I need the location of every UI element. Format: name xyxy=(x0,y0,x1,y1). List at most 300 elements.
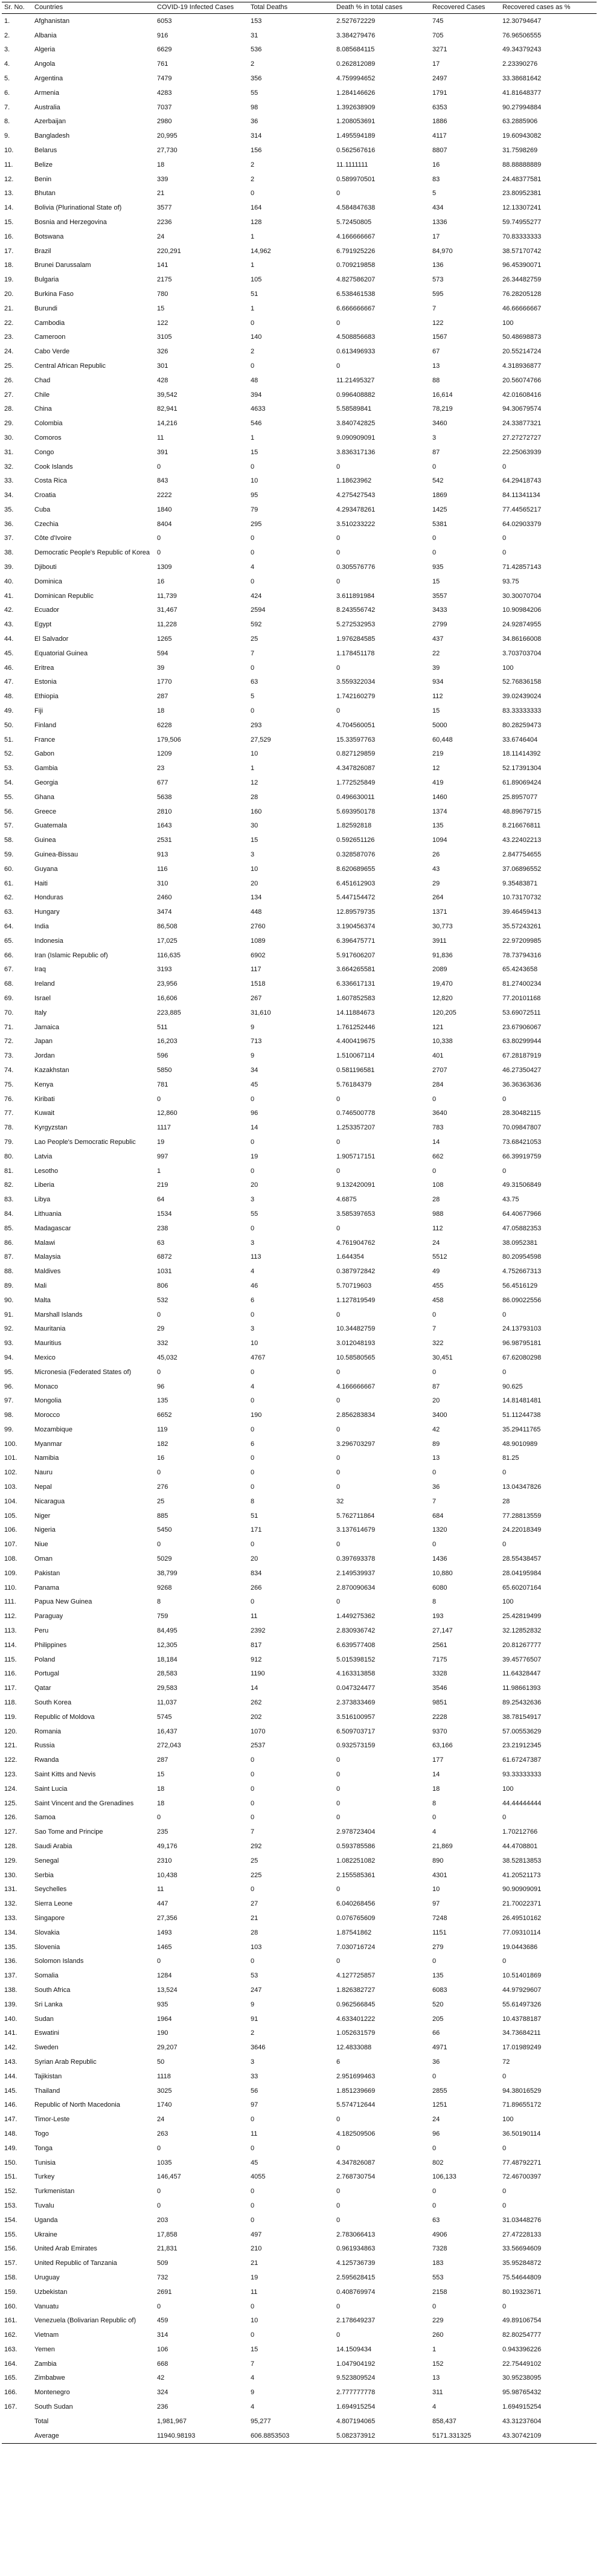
cell-total-deaths: 2 xyxy=(251,161,255,169)
cell-country: Saudi Arabia xyxy=(34,1843,72,1850)
cell-total-deaths: 153 xyxy=(251,17,262,25)
cell-total-deaths: 98 xyxy=(251,103,258,111)
cell-total-deaths: 21 xyxy=(251,2260,258,2267)
cell-recovered-percent: 51.11244738 xyxy=(502,1412,541,1419)
header-infected-cases: COVID-19 Infected Cases xyxy=(155,2,248,14)
cell-total-deaths: 10 xyxy=(251,2317,258,2325)
cell-infected-cases: 272,043 xyxy=(157,1742,181,1750)
cell-sr-no: 127. xyxy=(4,1828,18,1836)
cell-recovered-percent: 50.48698873 xyxy=(502,333,542,341)
cell-death-percent: 5.76184379 xyxy=(336,1081,372,1088)
cell-sr-no: 139. xyxy=(4,2000,18,2008)
cell-country: Republic of North Macedonia xyxy=(34,2101,120,2109)
cell-country: Senegal xyxy=(34,1857,59,1865)
table-row xyxy=(2,2256,597,2270)
cell-total-deaths: 4767 xyxy=(251,1354,266,1361)
table-row xyxy=(2,1494,597,1509)
cell-death-percent: 4.759994652 xyxy=(336,74,376,82)
cell-sr-no: 61. xyxy=(4,879,14,887)
table-row xyxy=(2,747,597,762)
cell-recovered-cases: 260 xyxy=(432,2331,444,2339)
cell-recovered-percent: 19.0443686 xyxy=(502,1943,538,1951)
cell-sr-no: 71. xyxy=(4,1023,14,1031)
cell-recovered-percent: 95.98765432 xyxy=(502,2389,542,2397)
cell-infected-cases: 326 xyxy=(157,348,168,356)
cell-country: Maldives xyxy=(34,1268,61,1276)
cell-recovered-cases: 5381 xyxy=(432,520,447,528)
cell-death-percent: 2.777777778 xyxy=(336,2389,376,2397)
cell-infected-cases: 18 xyxy=(157,1799,165,1807)
cell-recovered-cases: 2561 xyxy=(432,1641,447,1649)
cell-infected-cases: 1,981,967 xyxy=(157,2417,187,2425)
cell-death-percent: 0 xyxy=(336,577,341,585)
cell-recovered-cases: 8 xyxy=(432,1598,437,1606)
cell-country: Mozambique xyxy=(34,1425,72,1433)
cell-recovered-cases: 67 xyxy=(432,348,440,356)
cell-total-deaths: 51 xyxy=(251,290,258,298)
cell-recovered-cases: 83 xyxy=(432,175,440,183)
cell-death-percent: 1.761252446 xyxy=(336,1023,376,1031)
cell-country: Nauru xyxy=(34,1469,53,1477)
cell-recovered-percent: 70.09847807 xyxy=(502,1124,542,1132)
cell-country: Algeria xyxy=(34,46,56,54)
cell-country: Guatemala xyxy=(34,822,67,830)
cell-recovered-cases: 13 xyxy=(432,1454,440,1462)
cell-infected-cases: 1209 xyxy=(157,750,172,758)
cell-recovered-percent: 41.20521173 xyxy=(502,1871,541,1879)
cell-recovered-percent: 71.42857143 xyxy=(502,564,542,571)
cell-total-deaths: 0 xyxy=(251,1785,255,1793)
cell-country: Slovenia xyxy=(34,1943,60,1951)
cell-sr-no: 97. xyxy=(4,1397,14,1405)
table-row xyxy=(2,445,597,460)
cell-recovered-percent: 49.34379243 xyxy=(502,46,542,54)
cell-sr-no: 8. xyxy=(4,118,10,126)
cell-recovered-cases: 684 xyxy=(432,1512,444,1520)
cell-recovered-percent: 63.80299944 xyxy=(502,1038,542,1045)
cell-recovered-percent: 25.42819499 xyxy=(502,1613,542,1620)
cell-country: Solomon Islands xyxy=(34,1958,84,1965)
cell-death-percent: 4.584847638 xyxy=(336,204,376,212)
cell-infected-cases: 17,858 xyxy=(157,2231,178,2238)
cell-recovered-percent: 24.92874955 xyxy=(502,621,542,629)
table-row xyxy=(2,963,597,977)
cell-total-deaths: 79 xyxy=(251,506,258,513)
table-row xyxy=(2,2184,597,2199)
cell-recovered-percent: 22.25063939 xyxy=(502,448,542,456)
cell-recovered-percent: 56.4516129 xyxy=(502,1282,538,1290)
cell-death-percent: 0 xyxy=(336,2202,341,2209)
cell-country: Greece xyxy=(34,808,57,815)
table-row xyxy=(2,1954,597,1969)
cell-recovered-cases: 18 xyxy=(432,1785,440,1793)
cell-death-percent: 5.58589841 xyxy=(336,405,372,413)
table-row xyxy=(2,215,597,230)
cell-total-deaths: 4 xyxy=(251,1268,255,1276)
cell-recovered-cases: 17 xyxy=(432,60,440,68)
cell-recovered-percent: 22.97209985 xyxy=(502,937,542,945)
cell-infected-cases: 1465 xyxy=(157,1943,172,1951)
cell-sr-no: 153. xyxy=(4,2202,18,2209)
cell-infected-cases: 0 xyxy=(157,1958,161,1965)
average-row xyxy=(2,2429,597,2443)
cell-total-deaths: 295 xyxy=(251,520,262,528)
cell-death-percent: 32 xyxy=(336,1497,344,1505)
cell-sr-no: 110. xyxy=(4,1584,17,1592)
cell-infected-cases: 314 xyxy=(157,2331,168,2339)
cell-total-deaths: 20 xyxy=(251,1555,258,1563)
cell-recovered-percent: 41.81648377 xyxy=(502,89,542,97)
cell-death-percent: 0 xyxy=(336,1541,341,1549)
cell-death-percent: 0 xyxy=(336,1397,341,1405)
cell-sr-no: 44. xyxy=(4,635,14,643)
cell-sr-no xyxy=(2,2429,32,2443)
cell-country: Guinea-Bissau xyxy=(34,851,78,859)
table-row xyxy=(2,948,597,963)
cell-recovered-percent: 46.27350427 xyxy=(502,1066,542,1074)
cell-death-percent: 5.917606207 xyxy=(336,951,376,959)
cell-total-deaths: 11 xyxy=(251,2130,258,2138)
table-row xyxy=(2,71,597,86)
cell-sr-no: 149. xyxy=(4,2144,18,2152)
table-row xyxy=(2,187,597,201)
cell-country: Armenia xyxy=(34,89,59,97)
cell-infected-cases: 179,506 xyxy=(157,736,181,744)
table-row xyxy=(2,301,597,316)
cell-death-percent: 6.791925226 xyxy=(336,247,376,255)
table-row xyxy=(2,1581,597,1595)
cell-sr-no: 145. xyxy=(4,2087,18,2095)
table-row xyxy=(2,876,597,891)
table-row xyxy=(2,1710,597,1724)
cell-sr-no: 123. xyxy=(4,1771,18,1779)
table-row xyxy=(2,545,597,560)
cell-death-percent: 0 xyxy=(336,1224,341,1232)
cell-total-deaths: 4055 xyxy=(251,2173,266,2181)
cell-sr-no: 117. xyxy=(4,1685,17,1692)
cell-infected-cases: 16,606 xyxy=(157,994,178,1002)
cell-recovered-cases: 7 xyxy=(432,304,437,312)
cell-recovered-percent: 17.01989249 xyxy=(502,2044,542,2052)
cell-death-percent: 11.1111111 xyxy=(336,161,368,169)
cell-country: Cuba xyxy=(34,506,51,513)
cell-total-deaths: 117 xyxy=(251,966,261,974)
cell-recovered-percent: 4.752667313 xyxy=(502,1268,542,1276)
cell-recovered-cases: 745 xyxy=(432,17,444,25)
cell-death-percent: 0.589970501 xyxy=(336,175,376,183)
cell-infected-cases: 6872 xyxy=(157,1253,172,1261)
table-row xyxy=(2,2156,597,2170)
cell-death-percent: 0.397693378 xyxy=(336,1555,376,1563)
cell-total-deaths: 0 xyxy=(251,190,255,198)
total-row xyxy=(2,2414,597,2429)
cell-total-deaths: 912 xyxy=(251,1656,262,1663)
cell-total-deaths: 14 xyxy=(251,1685,258,1692)
cell-infected-cases: 0 xyxy=(157,2188,161,2195)
cell-recovered-cases: 112 xyxy=(432,693,443,701)
cell-recovered-percent: 65.60207164 xyxy=(502,1584,542,1592)
cell-country: Lithuania xyxy=(34,1210,62,1218)
table-body xyxy=(2,14,597,2444)
cell-sr-no: 22. xyxy=(4,319,14,327)
header-total-deaths: Total Deaths xyxy=(248,2,334,14)
cell-sr-no: 13. xyxy=(4,190,14,198)
cell-sr-no: 36. xyxy=(4,520,14,528)
cell-recovered-cases: 2228 xyxy=(432,1713,447,1721)
cell-recovered-cases: 14 xyxy=(432,1138,440,1146)
cell-recovered-cases: 16,614 xyxy=(432,391,453,399)
cell-recovered-percent: 100 xyxy=(502,1598,514,1606)
cell-country: Chad xyxy=(34,376,51,384)
cell-total-deaths: 0 xyxy=(251,664,255,672)
table-row xyxy=(2,833,597,847)
cell-infected-cases: 0 xyxy=(157,2302,161,2310)
cell-death-percent: 6.666666667 xyxy=(336,304,376,312)
cell-death-percent: 10.58580565 xyxy=(336,1354,376,1361)
cell-infected-cases: 1770 xyxy=(157,678,172,686)
cell-recovered-percent: 77.48792271 xyxy=(502,2159,542,2166)
cell-country: Micronesia (Federated States of) xyxy=(34,1368,132,1376)
cell-country: Syrian Arab Republic xyxy=(34,2058,97,2066)
cell-country: Cook Islands xyxy=(34,463,73,471)
cell-country: Botswana xyxy=(34,233,64,240)
cell-infected-cases: 843 xyxy=(157,477,168,485)
table-row xyxy=(2,2084,597,2098)
cell-total-deaths: 1190 xyxy=(251,1670,265,1678)
cell-death-percent: 6.639577408 xyxy=(336,1641,376,1649)
table-row xyxy=(2,1566,597,1581)
cell-sr-no: 88. xyxy=(4,1268,14,1276)
cell-total-deaths: 1089 xyxy=(251,937,266,945)
cell-infected-cases: 2310 xyxy=(157,1857,172,1865)
table-row xyxy=(2,28,597,43)
table-row xyxy=(2,100,597,115)
table-row xyxy=(2,1322,597,1337)
cell-infected-cases: 1740 xyxy=(157,2101,172,2109)
table-row xyxy=(2,603,597,618)
cell-total-deaths: 10 xyxy=(251,477,258,485)
cell-country: Samoa xyxy=(34,1814,56,1822)
cell-total-deaths: 9 xyxy=(251,2000,255,2008)
cell-recovered-percent: 46.66666667 xyxy=(502,304,542,312)
cell-country: Cambodia xyxy=(34,319,65,327)
cell-recovered-cases: 988 xyxy=(432,1210,444,1218)
header-death-percent: Death % in total cases xyxy=(334,2,430,14)
cell-death-percent: 6.509703717 xyxy=(336,1727,376,1735)
cell-death-percent: 1.18623962 xyxy=(336,477,372,485)
table-row xyxy=(2,2228,597,2242)
cell-infected-cases: 235 xyxy=(157,1828,168,1836)
cell-country: Ireland xyxy=(34,980,55,988)
cell-recovered-percent: 33.38681642 xyxy=(502,74,542,82)
cell-death-percent: 0 xyxy=(336,2144,341,2152)
cell-sr-no: 29. xyxy=(4,420,14,428)
cell-country: Honduras xyxy=(34,894,63,902)
cell-recovered-cases: 24 xyxy=(432,1239,440,1247)
cell-total-deaths: 33 xyxy=(251,2072,258,2080)
table-row xyxy=(2,1264,597,1279)
cell-recovered-percent: 86.09022556 xyxy=(502,1296,542,1304)
cell-recovered-percent: 11.98661393 xyxy=(502,1685,541,1692)
cell-sr-no: 96. xyxy=(4,1383,14,1390)
cell-country: Ghana xyxy=(34,793,55,801)
cell-recovered-cases: 542 xyxy=(432,477,444,485)
cell-recovered-cases: 84,970 xyxy=(432,247,453,255)
cell-total-deaths: 3 xyxy=(251,851,255,859)
cell-recovered-cases: 106,133 xyxy=(432,2173,456,2181)
cell-recovered-cases: 21,869 xyxy=(432,1843,453,1850)
cell-recovered-percent: 26.49510162 xyxy=(502,1914,542,1922)
cell-country: Australia xyxy=(34,103,60,111)
cell-death-percent: 4.163313858 xyxy=(336,1670,376,1678)
cell-country: Philippines xyxy=(34,1641,67,1649)
cell-country: Niger xyxy=(34,1512,51,1520)
table-row xyxy=(2,776,597,790)
cell-death-percent: 12.4833088 xyxy=(336,2044,372,2052)
cell-sr-no: 15. xyxy=(4,218,14,226)
cell-death-percent: 0 xyxy=(336,1814,341,1822)
table-row xyxy=(2,905,597,919)
cell-recovered-cases: 279 xyxy=(432,1943,444,1951)
cell-country: Eswatini xyxy=(34,2029,59,2037)
cell-infected-cases: 29,583 xyxy=(157,1685,178,1692)
cell-infected-cases: 12,305 xyxy=(157,1641,178,1649)
cell-infected-cases: 86,508 xyxy=(157,923,178,930)
cell-total-deaths: 262 xyxy=(251,1699,262,1707)
cell-country: Azerbaijan xyxy=(34,118,66,126)
cell-sr-no: 159. xyxy=(4,2288,18,2296)
cell-total-deaths: 4 xyxy=(251,2403,255,2411)
cell-total-deaths: 2 xyxy=(251,60,255,68)
cell-death-percent: 5.015398152 xyxy=(336,1656,376,1663)
cell-death-percent: 2.178649237 xyxy=(336,2317,376,2325)
cell-total-deaths: 28 xyxy=(251,1929,258,1936)
cell-recovered-cases: 1791 xyxy=(432,89,447,97)
cell-recovered-cases: 1371 xyxy=(432,908,447,916)
cell-recovered-percent: 31.7598269 xyxy=(502,146,538,154)
cell-death-percent: 6.040268456 xyxy=(336,1900,376,1908)
cell-recovered-percent: 35.29411765 xyxy=(502,1425,541,1433)
cell-country: Nepal xyxy=(34,1483,52,1491)
cell-sr-no: 151. xyxy=(4,2173,18,2181)
cell-recovered-percent: 76.96506555 xyxy=(502,31,542,39)
table-row xyxy=(2,1049,597,1063)
cell-recovered-percent: 24.13793103 xyxy=(502,1325,542,1333)
cell-recovered-cases: 177 xyxy=(432,1756,444,1764)
cell-death-percent: 0.047324477 xyxy=(336,1685,376,1692)
cell-recovered-percent: 72.46700397 xyxy=(502,2173,542,2181)
table-row xyxy=(2,1279,597,1293)
cell-death-percent: 0 xyxy=(336,1454,341,1462)
cell-total-deaths: 156 xyxy=(251,146,262,154)
cell-infected-cases: 21 xyxy=(157,190,165,198)
cell-country: Sao Tome and Principe xyxy=(34,1828,103,1836)
cell-infected-cases: 1643 xyxy=(157,822,172,830)
cell-recovered-percent: 84.11341134 xyxy=(502,492,540,499)
cell-recovered-percent: 80.19323671 xyxy=(502,2288,542,2296)
cell-country: Kazakhstan xyxy=(34,1066,69,1074)
table-row xyxy=(2,2069,597,2084)
table-row xyxy=(2,2012,597,2026)
cell-recovered-cases: 96 xyxy=(432,2130,440,2138)
cell-death-percent: 4.761904762 xyxy=(336,1239,376,1247)
cell-recovered-percent: 11.64328447 xyxy=(502,1670,541,1678)
cell-total-deaths: 45 xyxy=(251,2159,258,2166)
cell-recovered-percent: 36.36363636 xyxy=(502,1081,542,1088)
cell-death-percent: 3.384279476 xyxy=(336,31,376,39)
cell-recovered-cases: 29 xyxy=(432,879,440,887)
cell-recovered-cases: 322 xyxy=(432,1340,444,1347)
cell-sr-no: 142. xyxy=(4,2044,18,2052)
cell-sr-no: 124. xyxy=(4,1785,18,1793)
cell-sr-no: 126. xyxy=(4,1814,18,1822)
cell-sr-no: 10. xyxy=(4,146,14,154)
cell-country: Egypt xyxy=(34,621,52,629)
table-row xyxy=(2,2213,597,2228)
cell-sr-no: 57. xyxy=(4,822,14,830)
cell-country: Togo xyxy=(34,2130,49,2138)
cell-death-percent: 0.562567616 xyxy=(336,146,376,154)
cell-recovered-cases: 42 xyxy=(432,1425,440,1433)
cell-sr-no: 72. xyxy=(4,1038,14,1045)
cell-infected-cases: 509 xyxy=(157,2260,168,2267)
cell-total-deaths: 4 xyxy=(251,564,255,571)
table-row xyxy=(2,718,597,733)
cell-country: Mali xyxy=(34,1282,47,1290)
cell-recovered-percent: 35.95284872 xyxy=(502,2260,542,2267)
cell-total-deaths: 2392 xyxy=(251,1627,266,1635)
cell-country: Vanuatu xyxy=(34,2302,59,2310)
cell-recovered-percent: 70.83333333 xyxy=(502,233,542,240)
cell-recovered-percent: 64.40677966 xyxy=(502,1210,542,1218)
table-row xyxy=(2,1035,597,1049)
cell-death-percent: 14.1509434 xyxy=(336,2345,372,2353)
cell-infected-cases: 287 xyxy=(157,693,168,701)
cell-recovered-percent: 25.8957077 xyxy=(502,793,538,801)
cell-total-deaths: 0 xyxy=(251,1397,255,1405)
cell-sr-no: 84. xyxy=(4,1210,14,1218)
cell-total-deaths: 3646 xyxy=(251,2044,266,2052)
cell-total-deaths: 0 xyxy=(251,1095,255,1103)
cell-recovered-percent: 14.81481481 xyxy=(502,1397,542,1405)
cell-recovered-cases: 219 xyxy=(432,750,444,758)
table-row xyxy=(2,2400,597,2414)
table-row xyxy=(2,1178,597,1193)
cell-country: Jordan xyxy=(34,1052,55,1060)
cell-total-deaths: 15 xyxy=(251,2345,258,2353)
table-row xyxy=(2,2342,597,2357)
cell-death-percent: 0 xyxy=(336,707,341,715)
cell-death-percent: 2.149539937 xyxy=(336,1569,376,1577)
cell-infected-cases: 18 xyxy=(157,707,165,715)
cell-recovered-percent: 90.625 xyxy=(502,1383,523,1390)
cell-infected-cases: 10,438 xyxy=(157,1871,178,1879)
cell-sr-no: 79. xyxy=(4,1138,14,1146)
cell-country: South Africa xyxy=(34,1986,71,1994)
cell-recovered-cases: 4906 xyxy=(432,2231,447,2238)
cell-country: Bolivia (Plurinational State of) xyxy=(34,204,122,212)
table-row xyxy=(2,1120,597,1135)
table-row xyxy=(2,847,597,862)
cell-death-percent: 0.305576776 xyxy=(336,564,376,571)
table-row xyxy=(2,1092,597,1107)
table-row xyxy=(2,891,597,905)
cell-recovered-cases: 89 xyxy=(432,1440,440,1448)
cell-total-deaths: 536 xyxy=(251,46,262,54)
cell-infected-cases: 223,885 xyxy=(157,1009,181,1017)
cell-recovered-cases: 8807 xyxy=(432,146,447,154)
cell-country: Portugal xyxy=(34,1670,59,1678)
